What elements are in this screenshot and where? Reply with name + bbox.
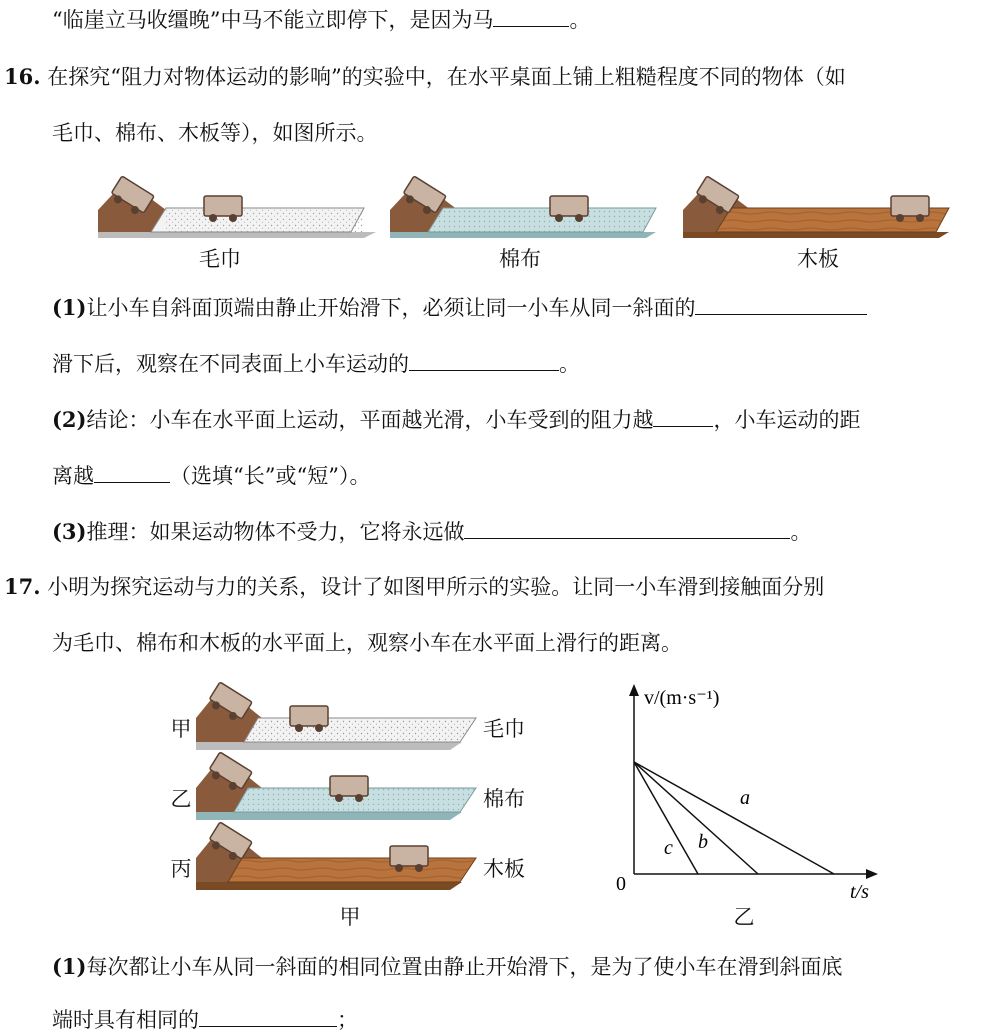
prev-question-text: “临崖立马收缰晚”中马不能立即停下，是因为马 [52,8,494,32]
prev-question-line [52,4,590,35]
part-text: ，小车运动的距 [713,408,861,432]
part-tag: (3) [52,519,87,544]
part-tag: (1) [52,295,87,320]
x-axis-arrow-icon [866,869,878,879]
row-wood [196,822,476,890]
punctuation: 。 [559,352,580,376]
part-text: （选填“长”或“短”）。 [170,464,371,488]
part-tag: (1) [52,954,87,979]
q17-stem-line2: 为毛巾、棉布和木板的水平面上，观察小车在水平面上滑行的距离。 [52,631,682,655]
q16-stem-line1: 16. 在探究“阻力对物体运动的影响”的实验中，在水平桌面上铺上粗糙程度不同的物体（如 [4,64,846,89]
cotton-setup [390,176,656,238]
answer-blank[interactable] [493,4,569,27]
q16-part2-line1 [52,404,860,435]
punctuation: ； [337,1008,358,1032]
answer-blank[interactable] [653,404,713,427]
line-b [634,762,758,874]
punctuation: 。 [790,520,812,544]
part-text: 推理：如果运动物体不受力，它将永远做 [86,520,465,544]
q17-part1-line2 [52,1004,358,1035]
answer-blank[interactable] [94,460,170,483]
answer-blank[interactable] [409,348,559,371]
part-text: 端时具有相同的 [52,1008,199,1032]
line-label-b: b [698,831,708,853]
q16-part1-line2 [52,348,580,379]
towel-setup [98,176,376,238]
q17-stem-line1: 17. 小明为探究运动与力的关系，设计了如图甲所示的实验。让同一小车滑到接触面分别 [4,574,825,599]
q16-stem-text: 在探究“阻力对物体运动的影响”的实验中，在水平桌面上铺上粗糙程度不同的物体（如 [47,65,846,89]
q16-stem-line2: 毛巾、棉布、木板等），如图所示。 [52,121,378,145]
figure-label-cotton: 棉布 [499,247,541,271]
line-label-c: c [664,837,673,859]
part-text: 让小车自斜面顶端由静止开始滑下，必须让同一小车从同一斜面的 [86,296,696,320]
figure-caption-yi: 乙 [733,905,755,929]
q16-part3-line [52,516,811,547]
surface-label-cotton: 棉布 [483,787,525,811]
q16-figure [96,170,956,250]
row-label-jia: 甲 [170,717,192,741]
x-axis-label: t/s [850,881,869,903]
figure-yi-vt-graph [600,676,900,906]
part-text: 离越 [52,464,94,488]
figure-label-wood: 木板 [797,247,839,271]
answer-blank[interactable] [464,516,790,539]
figure-label-towel: 毛巾 [199,247,241,271]
part-text: 结论：小车在水平面上运动，平面越光滑，小车受到的阻力越 [86,408,654,432]
surface-label-wood: 木板 [483,857,525,881]
question-number: 17 [4,574,34,599]
row-label-bing: 丙 [170,857,192,881]
question-number: 16 [4,64,34,89]
row-label-yi: 乙 [170,787,192,811]
part-tag: (2) [52,407,87,432]
q17-stem-text: 小明为探究运动与力的关系，设计了如图甲所示的实验。让同一小车滑到接触面分别 [47,575,825,599]
part-text: 滑下后，观察在不同表面上小车运动的 [52,352,409,376]
wood-setup [683,176,949,238]
row-cotton [196,752,476,820]
figure-jia [192,678,482,898]
row-towel [196,682,476,750]
y-axis-arrow-icon [629,684,639,696]
q17-part1-line1 [52,952,842,982]
q16-part1-line1 [52,292,867,323]
y-axis-label: v/(m·s⁻¹) [644,687,720,709]
punctuation: 。 [569,8,591,32]
part-text: 每次都让小车从同一斜面的相同位置由静止开始滑下，是为了使小车在滑到斜面底 [86,955,843,979]
answer-blank[interactable] [199,1004,337,1027]
answer-blank[interactable] [695,292,867,315]
figure-caption-jia: 甲 [339,905,361,929]
surface-label-towel: 毛巾 [483,717,525,741]
line-label-a: a [740,787,750,809]
q16-part2-line2 [52,460,370,491]
origin-label: 0 [616,873,626,895]
